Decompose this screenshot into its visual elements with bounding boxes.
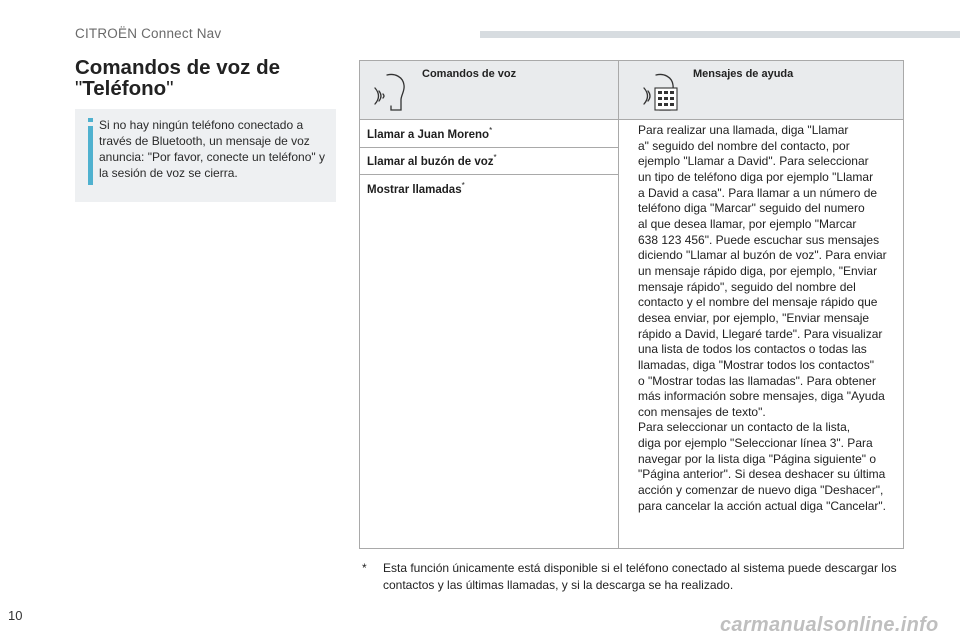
command-label: Llamar a Juan Moreno [367, 128, 490, 141]
footnote-text: Esta función únicamente está disponible si el teléfono conectado al sistema puede descargar los contactos y las últimas llamadas, y si la descarga se ha realizado. [383, 561, 897, 592]
header-rule [480, 31, 960, 38]
voice-commands-table [359, 60, 904, 549]
page-title [75, 57, 335, 99]
voice-help-keypad-icon [639, 70, 679, 114]
page-number: 10 [8, 608, 23, 623]
footnote-mark: * [493, 153, 497, 162]
info-icon [88, 118, 93, 185]
row-divider [360, 174, 618, 175]
info-box [75, 109, 336, 202]
row-divider [360, 147, 618, 148]
title-line-1: Comandos de voz de [75, 56, 281, 79]
table-header-row [360, 61, 903, 120]
info-box-text: Si no hay ningún teléfono conectado a través de Bluetooth, un mensaje de voz anuncia: "Por favor, conecte un teléfono" y la sesión de voz se cierra. [99, 118, 325, 180]
command-row-call-contact [360, 126, 618, 141]
watermark: carmanualsonline.info [720, 614, 939, 636]
column-header-help: Mensajes de ayuda [693, 68, 794, 80]
help-messages-text: Para realizar una llamada, diga "Llamar a" seguido del nombre del contacto, por ejemplo "Llamar a David". Para seleccionar un tipo de teléfono diga por ejemplo "Llamar a David a casa". Para llamar a un número de teléfono diga "Marcar" seguido del numero al que desea llamar, por ejemplo "Marcar 638 123 456". Puede escuchar sus mensajes diciendo "Llamar al buzón de voz". Para enviar un mensaje rápido diga, por ejemplo, "Enviar mensaje rápido", seguido del nombre del contacto y el nombre del mensaje rápido que desea enviar, por ejemplo, "Enviar mensaje rápido a David, Llegaré tarde". Para visualizar una lista de todos los contactos o todas las llamadas, diga "Mostrar todos los contactos" o "Mostrar todas las llamadas". Para obtener más información sobre mensajes, diga "Ayuda con mensajes de texto". Para seleccionar un contacto de la lista, diga por ejemplo "Seleccionar línea 3". Para navegar por la lista diga "Página siguiente" o "Página anterior". Si desea deshacer su última acción y comenzar de nuevo diga "Deshacer", para cancelar la acción actual diga "Cancelar". [638, 123, 887, 513]
footnote-mark: * [461, 181, 465, 190]
title-quote-open: " [75, 77, 83, 100]
command-label: Mostrar llamadas [367, 183, 462, 196]
footnote-mark: * [489, 126, 493, 135]
voice-command-icon [370, 70, 410, 114]
title-quote-close: " [166, 77, 174, 100]
column-header-commands: Comandos de voz [422, 68, 517, 80]
command-row-voicemail [360, 153, 618, 168]
title-word: Teléfono [82, 77, 167, 100]
footnote-asterisk: * [362, 561, 367, 575]
running-header-title: CITROËN Connect Nav [75, 26, 222, 41]
column-divider [618, 61, 619, 548]
command-row-show-calls [360, 181, 618, 196]
command-label: Llamar al buzón de voz [367, 155, 494, 168]
